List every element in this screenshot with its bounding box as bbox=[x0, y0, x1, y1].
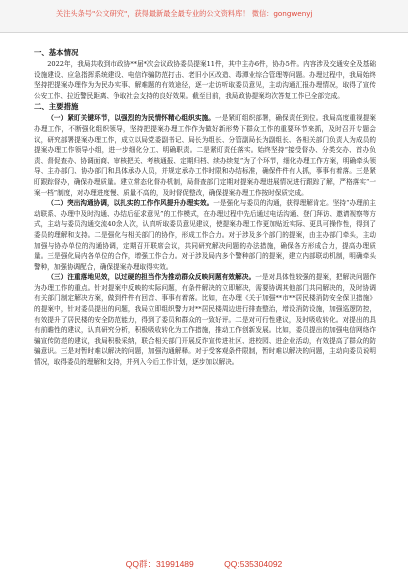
section1-title: 一、基本情况 bbox=[34, 48, 79, 57]
section1-paragraph: 2022年，我局共收到市政协**届*次会议政协委员提案11件，其中主办6件，协办5件。内容涉及交通安全及基础设施建设、应急指挥系统建设、电信诈骗防范打击、老旧小区改造、毒潭业综合管理等问题。办理过程中，我局始终坚持把提案办理作为为民办实事、解难题的有效途径，逐一走访听取委员意见，主动沟通汇报办理情况，取得了宣传公安工作、拉近警民距离、争取社会支持的良好效果。截至目前，我局政协提案均次答复工作已全部完成。 bbox=[34, 60, 376, 100]
subsection2-paragraph: 一是强化与委员的沟通，获得理解肯定。坚持“办理前主动联系、办理中及时沟通、办结后征求意见”的工作模式，在办理过程中先后通过电话沟通、登门拜访、邀请视察等方式，主动与委员沟通交流40余人次，认真听取委员意见建议，使提案办理工作更加贴近实际、更具可操作性，得到了委员的理解和支持。二是强化与相关部门的协作，形成工作合力。对于涉及多个部门的提案，由主办部门牵头，主动加强与协办单位的沟通协调，定期召开联席会议，共同研究解决问题的办法措施，确保各方形成合力，提高办理质量。三是强化局内各单位的合作，增强工作合力。对于涉及局内多个警种部门的提案，建立内部联动机制，明确牵头警种，加强协调配合，确保提案办理取得实效。 bbox=[34, 199, 376, 271]
footer-qq-group: QQ群：31991489 bbox=[125, 559, 194, 569]
subsection3-paragraph: 一是对具体性较强的提案，把解决问题作为办理工作的重点。针对提案中反映的实际问题，有条件解决的立即解决，需要协调其他部门共同解决的，及时协调有关部门制定解决方案，做到件件有回音、事事有着落。比如，在办理《关于加强**市**居民楼消防安全保卫措施》的提案中，针对委员提出的问题，我局立即组织警力对**居民楼周边进行排查整治，增设消防设施，加强巡逻防控，有效提升了居民楼的安全防范能力，得到了委员和群众的一致好评。二是对可行性建议，及时吸收转化。对提出的具有前瞻性的建议，认真研究分析，积极吸收转化为工作措施，推动工作创新发展。比如，委员提出的加强电信网络诈骗宣传防范的建议，我局积极采纳，联合相关部门开展反诈宣传进社区、进校园、进企业活动，有效提高了群众的防骗意识。三是对暂时难以解决的问题，加强沟通解释。对于受客观条件限制，暂时难以解决的问题，主动向委员说明情况，取得委员的理解和支持，并列入今后工作计划，逐步加以解决。 bbox=[34, 273, 376, 367]
top-banner[interactable] bbox=[0, 0, 408, 33]
subsection2-block bbox=[34, 198, 376, 272]
subsection2-title: （二）突出沟通协调，以扎实的工作作风提升办理实效。 bbox=[47, 199, 214, 208]
banner-text[interactable]: 关注头条号"公文研究"，获得最新最全最专业的公文资料库！ 微信：gongwenyj bbox=[56, 9, 313, 18]
subsection1-paragraph: 一是紧盯组织部署，确保责任到位。我局高度重视提案办理工作，不断强化组织领导，坚持把提案办理工作作为做好新形势下群众工作的重要环节来抓，及时召开专题会议，研究部署提案办理工作，成立以局党委副书记、局长为组长、分管副局长为副组长、各相关部门负责人为成员的提案办理工作领导小组，进一步细化分工、明确职责。二是紧盯责任落实。始终坚持“接受督办、分类交办、首办负责、督促查办、协调面商、审核把关、考核通报、定期归档、续办续复”为了个环节，细化办理工作方案，明确牵头领导、主办部门、协办部门和具体承办人员，并规定承办工作时限和办结标准，确保件件有人抓，事事有着落。三是紧盯跟踪督办，确保办理质量。建立常态化督办机制，局督查部门定期对提案办理进展情况进行跟踪了解，严格落实“一案一档”制度，对办理进度慢、质量不高的，及时督促整改，确保提案办理工作按时保质完成。 bbox=[34, 114, 376, 197]
section2-title: 二、主要措施 bbox=[34, 102, 79, 112]
subsection3-block bbox=[34, 272, 376, 367]
document-body bbox=[34, 47, 376, 545]
subsection1-block bbox=[34, 113, 376, 198]
subsection1-title: （一）紧盯关键环节，以强烈的为民情怀精心组织实施。 bbox=[47, 114, 216, 123]
footer-qq: QQ:535304092 bbox=[224, 559, 283, 569]
footer-contact bbox=[0, 556, 408, 572]
subsection3-title: （三）注重落地见效，以过硬的担当作为推动群众反映问题有效解决。 bbox=[47, 273, 256, 282]
